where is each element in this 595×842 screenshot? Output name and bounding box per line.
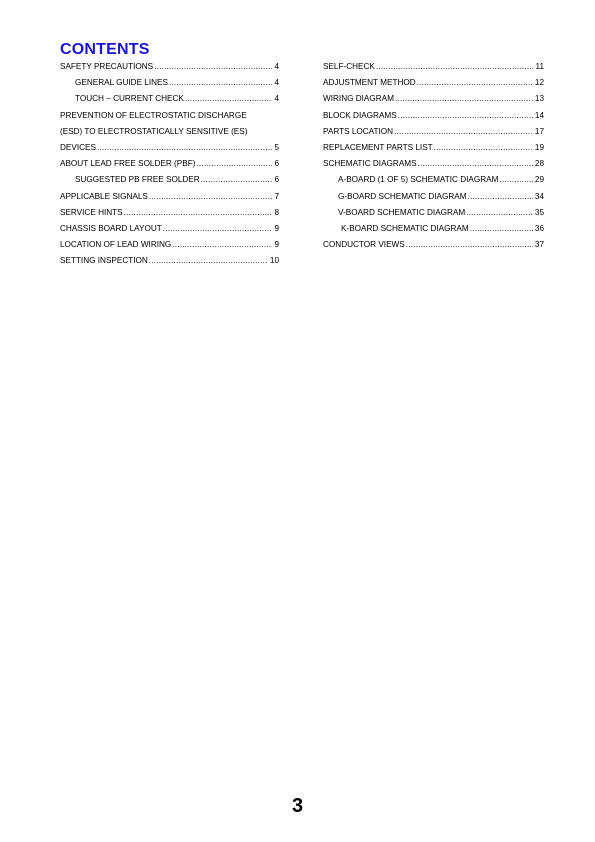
toc-leader-dots [154,59,272,75]
toc-entry-label: CONDUCTOR VIEWS [323,240,405,250]
toc-leader-dots [169,75,272,91]
toc-entry-label: LOCATION OF LEAD WIRING [60,240,172,250]
toc-entry-label: SELF-CHECK [323,62,375,71]
toc-entry-page: 8 [274,207,279,217]
toc-leader-dots [398,108,533,124]
toc-entry-page: 6 [274,159,279,169]
toc-entry[interactable] [323,205,544,221]
toc-right-column [323,59,544,253]
toc-entry-page: 4 [274,94,279,104]
toc-entry-label: TOUCH – CURRENT CHECK [75,94,184,104]
toc-entry-page: 34 [534,191,544,201]
toc-entry[interactable] [60,172,279,188]
toc-entry-label: SETTING INSPECTION [60,256,148,266]
toc-entry-label: SUGGESTED PB FREE SOLDER [75,175,200,185]
toc-entry[interactable] [323,108,544,124]
toc-entry[interactable] [60,91,279,107]
toc-leader-dots [149,189,273,205]
toc-entry-page: 9 [274,240,279,250]
toc-entry-label: K-BOARD SCHEMATIC DIAGRAM [341,223,469,233]
toc-entry-page: 37 [534,240,544,250]
toc-entry-page: 9 [274,223,279,233]
toc-entry-label: ABOUT LEAD FREE SOLDER (PBF) [60,159,196,169]
toc-entry[interactable] [323,59,544,75]
toc-entry-label: REPLACEMENT PARTS LIST [323,142,433,152]
toc-entry-page: 14 [534,110,544,120]
toc-entry[interactable] [60,140,279,156]
toc-entry-label: (ESD) TO ELECTROSTATICALLY SENSITIVE (ES) [60,126,248,136]
contents-title: CONTENTS [60,41,150,58]
toc-leader-dots [418,156,533,172]
toc-leader-dots [163,221,273,237]
toc-entry[interactable] [323,75,544,91]
toc-entry-page: 35 [534,207,544,217]
toc-entry[interactable] [60,124,279,140]
toc-entry-label: SCHEMATIC DIAGRAMS [323,159,417,169]
toc-entry[interactable] [60,156,279,172]
toc-entry[interactable] [60,108,279,124]
toc-leader-dots [434,140,533,156]
toc-entry-label: ADJUSTMENT METHOD [323,78,416,88]
toc-entry-label: SERVICE HINTS [60,207,123,217]
toc-entry-page: 7 [274,191,279,201]
toc-entry-page: 6 [274,175,279,185]
toc-leader-dots [406,237,533,253]
toc-entry-page: 12 [534,78,544,88]
toc-entry-label: A-BOARD (1 OF 5) SCHEMATIC DIAGRAM [338,175,499,185]
toc-entry[interactable] [323,221,544,237]
toc-entry-page: 4 [274,62,279,71]
toc-entry-label: BLOCK DIAGRAMS [323,110,397,120]
toc-entry-page: 29 [534,175,544,185]
toc-entry-page: 19 [534,142,544,152]
toc-entry-page: 10 [269,256,279,266]
toc-leader-dots [201,172,273,188]
toc-entry[interactable] [323,140,544,156]
toc-entry-label: G-BOARD SCHEMATIC DIAGRAM [338,191,467,201]
toc-entry[interactable] [323,189,544,205]
toc-entry[interactable] [60,253,279,269]
toc-leader-dots [185,91,273,107]
toc-entry-page: 36 [534,223,544,233]
toc-leader-dots [149,253,268,269]
toc-entry-page: 28 [534,159,544,169]
toc-entry-page: 11 [535,62,544,71]
toc-entry-label: APPLICABLE SIGNALS [60,191,148,201]
toc-leader-dots [124,205,273,221]
toc-leader-dots [499,172,532,188]
toc-leader-dots [376,59,534,75]
toc-leader-dots [395,91,533,107]
page-number: 3 [291,795,304,817]
toc-entry-label: PREVENTION OF ELECTROSTATIC DISCHARGE [60,110,247,120]
toc-left-column [60,59,279,269]
toc-leader-dots [172,237,272,253]
toc-entry[interactable] [60,205,279,221]
toc-leader-dots [470,221,533,237]
toc-entry-label: SAFETY PRECAUTIONS [60,62,154,71]
toc-entry[interactable] [323,124,544,140]
toc-leader-dots [466,205,533,221]
toc-entry-page: 13 [534,94,544,104]
toc-entry[interactable] [60,75,279,91]
toc-entry-label: CHASSIS BOARD LAYOUT [60,223,162,233]
toc-entry-label: WIRING DIAGRAM [323,94,394,104]
toc-entry[interactable] [60,221,279,237]
toc-entry-page: 17 [534,126,544,136]
toc-leader-dots [417,75,533,91]
toc-entry-label: V-BOARD SCHEMATIC DIAGRAM [338,207,466,217]
toc-entry-label: DEVICES [60,142,96,152]
toc-entry[interactable] [60,59,279,75]
toc-entry[interactable] [323,156,544,172]
toc-entry-page: 5 [274,142,279,152]
toc-entry-page: 4 [274,78,279,88]
toc-entry[interactable] [60,237,279,253]
toc-leader-dots [394,124,533,140]
toc-entry-label: PARTS LOCATION [323,126,394,136]
toc-leader-dots [196,156,272,172]
toc-leader-dots [468,189,533,205]
toc-entry[interactable] [323,91,544,107]
toc-entry[interactable] [60,189,279,205]
toc-leader-dots [97,140,272,156]
toc-entry[interactable] [323,172,544,188]
toc-entry-label: GENERAL GUIDE LINES [75,78,168,88]
toc-entry[interactable] [323,237,544,253]
